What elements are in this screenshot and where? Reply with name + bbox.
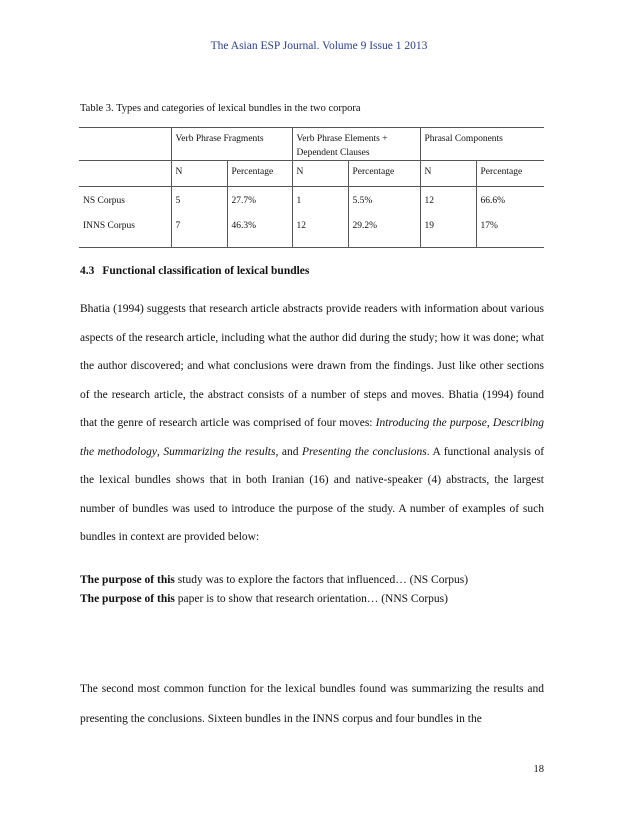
body-paragraph: The second most common function for the lexical bundles found was summarizing the results and presenting the conclusions. Sixteen bundles in the INNS corpus and four bundles in the — [80, 683, 544, 725]
example-text: paper is to show that research orientation… (NNS Corpus) — [174, 593, 448, 605]
bundle-phrase: The purpose of this — [80, 574, 175, 586]
paragraph-text: . A functional analysis of the lexical bundles shows that in both Iranian (16) and native-speaker (4) abstracts, the largest number of bundles was used to introduce the purpose of the study. A number of examples of such bundles in context are provided below: — [80, 445, 545, 543]
move-name: Presenting the conclusions — [301, 445, 427, 458]
table-cell: 5 — [171, 195, 227, 221]
example-list — [80, 571, 544, 609]
section-number: 4.3 — [80, 265, 95, 277]
sub-header-percentage: Percentage — [348, 161, 420, 187]
page-number: 18 — [533, 764, 544, 775]
example-line — [80, 590, 544, 609]
table-cell: 46.3% — [227, 221, 292, 248]
table-corner-cell — [79, 128, 171, 161]
table-row — [79, 221, 544, 248]
sub-header-n: N — [292, 161, 348, 187]
table-group-header-row — [79, 128, 544, 161]
body-paragraph — [80, 295, 544, 552]
section-heading — [80, 265, 544, 277]
table-row — [79, 195, 544, 221]
table-cell: 27.7% — [227, 195, 292, 221]
move-name: Summarizing the results — [163, 445, 276, 458]
sub-header-n: N — [171, 161, 227, 187]
row-label: NS Corpus — [83, 196, 125, 206]
table-cell: 12 — [420, 195, 476, 221]
example-text: study was to explore the factors that influenced… (NS Corpus) — [174, 574, 469, 586]
bundle-phrase: The purpose of this — [80, 593, 175, 605]
table-sub-header-row — [79, 161, 544, 187]
group-header-vpf: Verb Phrase Fragments — [171, 128, 292, 161]
table-spacer-row — [79, 187, 544, 196]
table-cell: 7 — [171, 221, 227, 248]
table-cell: 66.6% — [476, 195, 544, 221]
table-cell: 17% — [476, 221, 544, 248]
group-header-pc: Phrasal Components — [420, 128, 544, 161]
example-line — [80, 571, 544, 590]
paragraph-text: , — [156, 445, 164, 458]
row-label: INNS Corpus — [79, 221, 171, 248]
journal-header: The Asian ESP Journal. Volume 9 Issue 1 2013 — [210, 40, 428, 52]
sub-header-blank — [79, 161, 171, 187]
table-cell: 19 — [420, 221, 476, 248]
paragraph-text: , and — [275, 445, 302, 458]
group-header-vpe: Verb Phrase Elements + Dependent Clauses — [292, 128, 420, 161]
section-title: Functional classification of lexical bundles — [102, 265, 310, 277]
lexical-bundles-table — [79, 127, 544, 248]
table-cell: 12 — [292, 221, 348, 248]
sub-header-percentage: Percentage — [227, 161, 292, 187]
move-name: Introducing the purpose — [375, 417, 487, 429]
table-caption: Table 3. Types and categories of lexical bundles in the two corpora — [80, 103, 361, 114]
sub-header-percentage: Percentage — [476, 161, 544, 187]
sub-header-n: N — [420, 161, 476, 187]
table-cell: 1 — [292, 195, 348, 221]
paragraph-text: , — [486, 417, 493, 429]
table-cell: 5.5% — [348, 195, 420, 221]
paragraph-text: Bhatia (1994) suggests that research article abstracts provide readers with information about various aspects of the research article, including what the author did during the study; how it was done; what the author discovered; and what conclusions were drawn from the findings. Just like other sections of the research article, the abstract consists of a number of steps and moves. Bhatia (1994) found that the genre of research article was comprised of four moves: — [80, 303, 544, 429]
move-name: Describing the methodology — [80, 417, 545, 458]
table-cell: 29.2% — [348, 221, 420, 248]
